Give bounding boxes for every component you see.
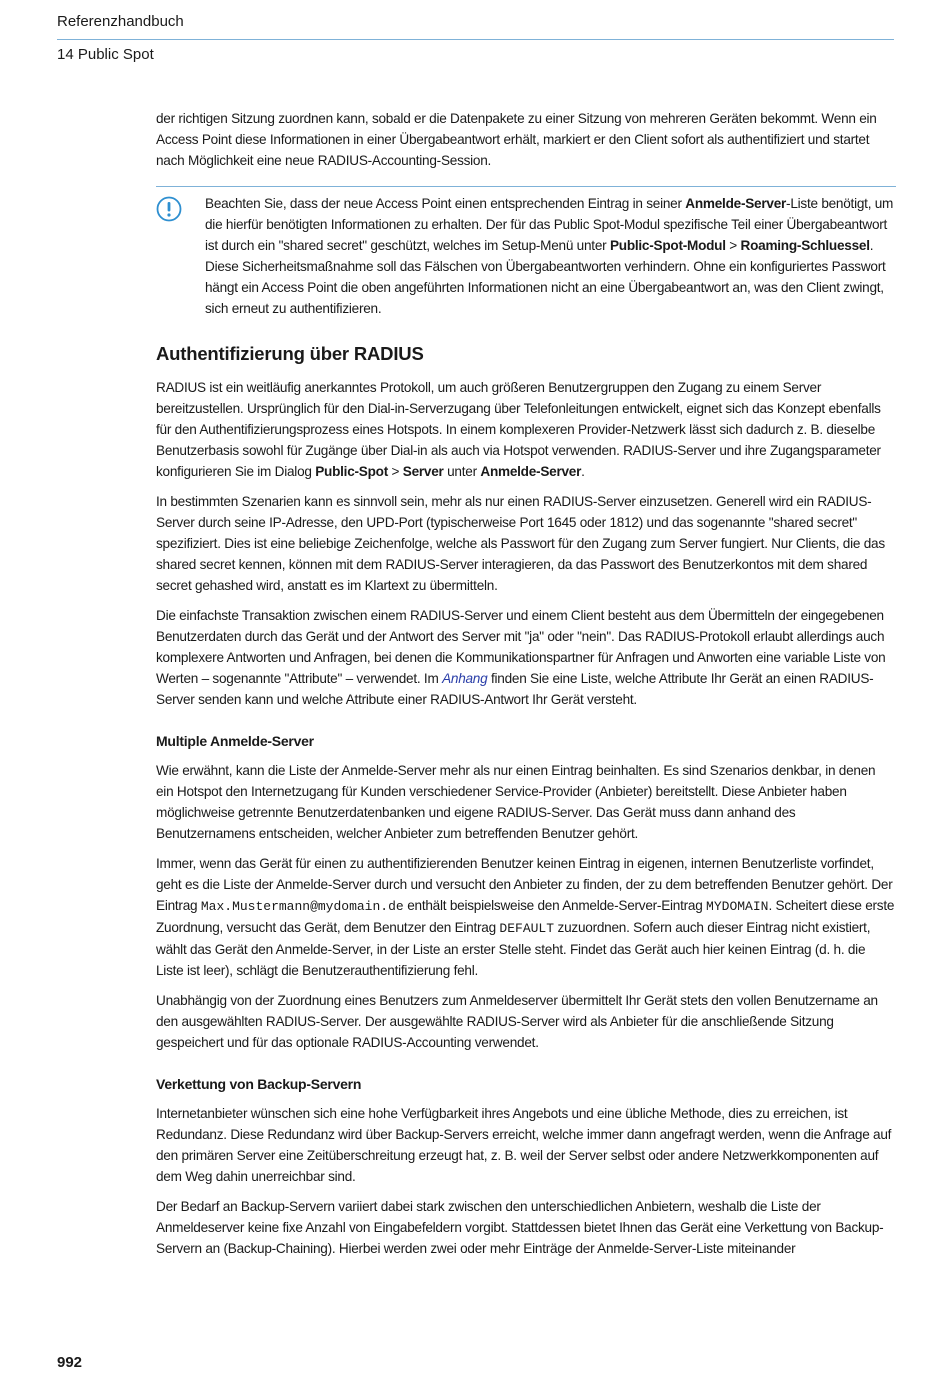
page-body: [156, 108, 896, 1268]
backup-paragraph-2: Der Bedarf an Backup-Servern variiert dabei stark zwischen den unterschiedlichen Anbietern, weshalb die Liste der Anmeldeserver keine fixe Anzahl von Eingabefeldern vorgibt. Stattdessen bietet Ihnen das Gerät eine Verkettung von Backup-Servern an (Backup-Chaining). Hierbei werden zwei oder mehr Einträge der Anmelde-Server-Liste miteinander: [156, 1199, 884, 1256]
intro-paragraph: der richtigen Sitzung zuordnen kann, sobald er die Datenpakete zu einer Sitzung von mehreren Geräten bekommt. Wenn ein Access Point diese Informationen in einer Übergabeantwort erhält, markiert er den Client sofort als authentifiziert und startet nach Möglichkeit eine neue RADIUS-Accounting-Session.: [156, 111, 877, 168]
radius-paragraph-2: In bestimmten Szenarien kann es sinnvoll sein, mehr als nur einen RADIUS-Server einzusetzen. Generell wird ein RADIUS-Server durch seine IP-Adresse, den UPD-Port (typischerweise Port 1645 oder 1812) und das sogenannte "shared secret" spezifiziert. Dies ist eine beliebige Zeichenfolge, welche als Passwort für den Zugang zum Server fungiert. Nur Clients, die das shared secret kennen, können mit dem RADIUS-Server interagieren, da das Passwort des Benutzerkontos mit dem shared secret gehashed wird, anstatt es im Klartext zu übermitteln.: [156, 494, 885, 593]
header-divider: [57, 39, 894, 40]
note-text: Beachten Sie, dass der neue Access Point einen entsprechenden Eintrag in seiner Anmelde-Server-Liste benötigt, um die hierfür benötigten Informationen zu erhalten. Der für das Public Spot-Modul spezifische Teil einer Übergabeantwort ist durch ein "shared secret" geschützt, welches im Setup-Menü unter Public-Spot-Modul > Roaming-Schluessel. Diese Sicherheitsmaßnahme soll das Fälschen von Übergabeantworten verhindern. Ohne ein konfiguriertes Passwort hängt ein Access Point die oben angeführten Informationen nicht an eine Übergabeantwort an, was den Client zwingt, sich erneut zu authentifizieren.: [205, 196, 894, 316]
page-number: 992: [57, 1354, 83, 1371]
multiple-servers-paragraph-2: Immer, wenn das Gerät für einen zu authentifizierenden Benutzer keinen Eintrag in eigenen, internen Benutzerliste vorfindet, geht es die Liste der Anmelde-Server durch und versucht den Anbieter zu finden, der zu dem betreffenden Benutzer gehört. Der Eintrag Max.Mustermann@mydomain.de enthält beispielsweise den Anmelde-Server-Eintrag MYDOMAIN. Scheitert diese erste Zuordnung, versucht das Gerät, dem Benutzer den Eintrag DEFAULT zuzuordnen. Sofern auch dieser Eintrag nicht existiert, wählt das Gerät den Anmelde-Server, in der Liste an erster Stelle steht. Findet das Gerät auch hier keinen Eintrag (d. h. die Liste ist leer), schlägt die Benutzerauthentifizierung fehl.: [156, 856, 895, 978]
section-heading-multiple-servers: Multiple Anmelde-Server: [156, 733, 314, 749]
section-heading-backup-chaining: Verkettung von Backup-Servern: [156, 1076, 362, 1092]
running-header-title: Referenzhandbuch: [57, 13, 184, 30]
multiple-servers-paragraph-1: Wie erwähnt, kann die Liste der Anmelde-Server mehr als nur einen Eintrag beinhalten. Es sind Szenarios denkbar, in denen ein Hotspot den Internetzugang für Kunden verschiedener Service-Provider (Anbieter) bereitstellt. Diese Anbieter haben möglichweise getrennte Benutzerdatenbanken und eigene RADIUS-Server. Das Gerät muss dann anhand des Benutzernamens entscheiden, welcher Anbieter zum betreffenden Benutzer gehört.: [156, 763, 876, 841]
note-box: [156, 186, 896, 319]
code-example-domain: MYDOMAIN: [706, 899, 769, 914]
running-header-chapter: 14 Public Spot: [57, 46, 154, 63]
multiple-servers-paragraph-3: Unabhängig von der Zuordnung eines Benutzers zum Anmeldeserver übermittelt Ihr Gerät stets den vollen Benutzername an den ausgewählten RADIUS-Server. Der ausgewählte RADIUS-Server wird als Anbieter für die anschließende Sitzung gespeichert und für das optionale RADIUS-Accounting verwendet.: [156, 993, 878, 1050]
section-heading-radius: Authentifizierung über RADIUS: [156, 343, 424, 364]
radius-paragraph-3: Die einfachste Transaktion zwischen einem RADIUS-Server und einem Client besteht aus dem Übermitteln der eingegebenen Benutzerdaten durch das Gerät und der Antwort des Server mit "ja" oder "nein". Das RADIUS-Protokoll erlaubt allerdings auch komplexere Antworten und Anfragen, bei denen die Kommunikationspartner für Anfragen und Anworten eine variable Liste von Werten – sogenannte "Attribute" – verwendet. Im Anhang finden Sie eine Liste, welche Attribute Ihr Gerät an einen RADIUS-Server senden kann und welche Attribute einer RADIUS-Antwort Ihr Gerät versteht.: [156, 608, 886, 707]
backup-paragraph-1: Internetanbieter wünschen sich eine hohe Verfügbarkeit ihres Angebots und eine übliche Methode, dies zu erreichen, ist Redundanz. Diese Redundanz wird über Backup-Servers erreicht, welche immer dann angefragt werden, wenn die Anfrage auf den primären Server eine Zeitüberschreitung erzeugt hat, z. B. weil der Server selbst oder andere Netzwerkkomponenten auf dem Weg dahin unerreichbar sind.: [156, 1106, 892, 1184]
code-example-default: DEFAULT: [499, 921, 555, 936]
radius-paragraph-1: RADIUS ist ein weitläufig anerkanntes Protokoll, um auch größeren Benutzergruppen den Zugang zu einem Server bereitzustellen. Ursprünglich für den Dial-in-Serverzugang über Telefonleitungen entwickelt, eignet sich das Konzept ebenfalls für den Authentifizierungsprozess eines Hotspots. In einem komplexeren Provider-Netzwerk lässt sich dadurch z. B. dieselbe Benutzerbasis sowohl für Zugänge über Dial-in als auch via Hotspot verwenden. RADIUS-Server und ihre Zugangsparameter konfigurieren Sie im Dialog Public-Spot > Server unter Anmelde-Server.: [156, 380, 881, 479]
appendix-link[interactable]: Anhang: [442, 671, 488, 686]
exclamation-circle-icon: [156, 196, 182, 222]
code-example-user: Max.Mustermann@mydomain.de: [200, 899, 404, 914]
